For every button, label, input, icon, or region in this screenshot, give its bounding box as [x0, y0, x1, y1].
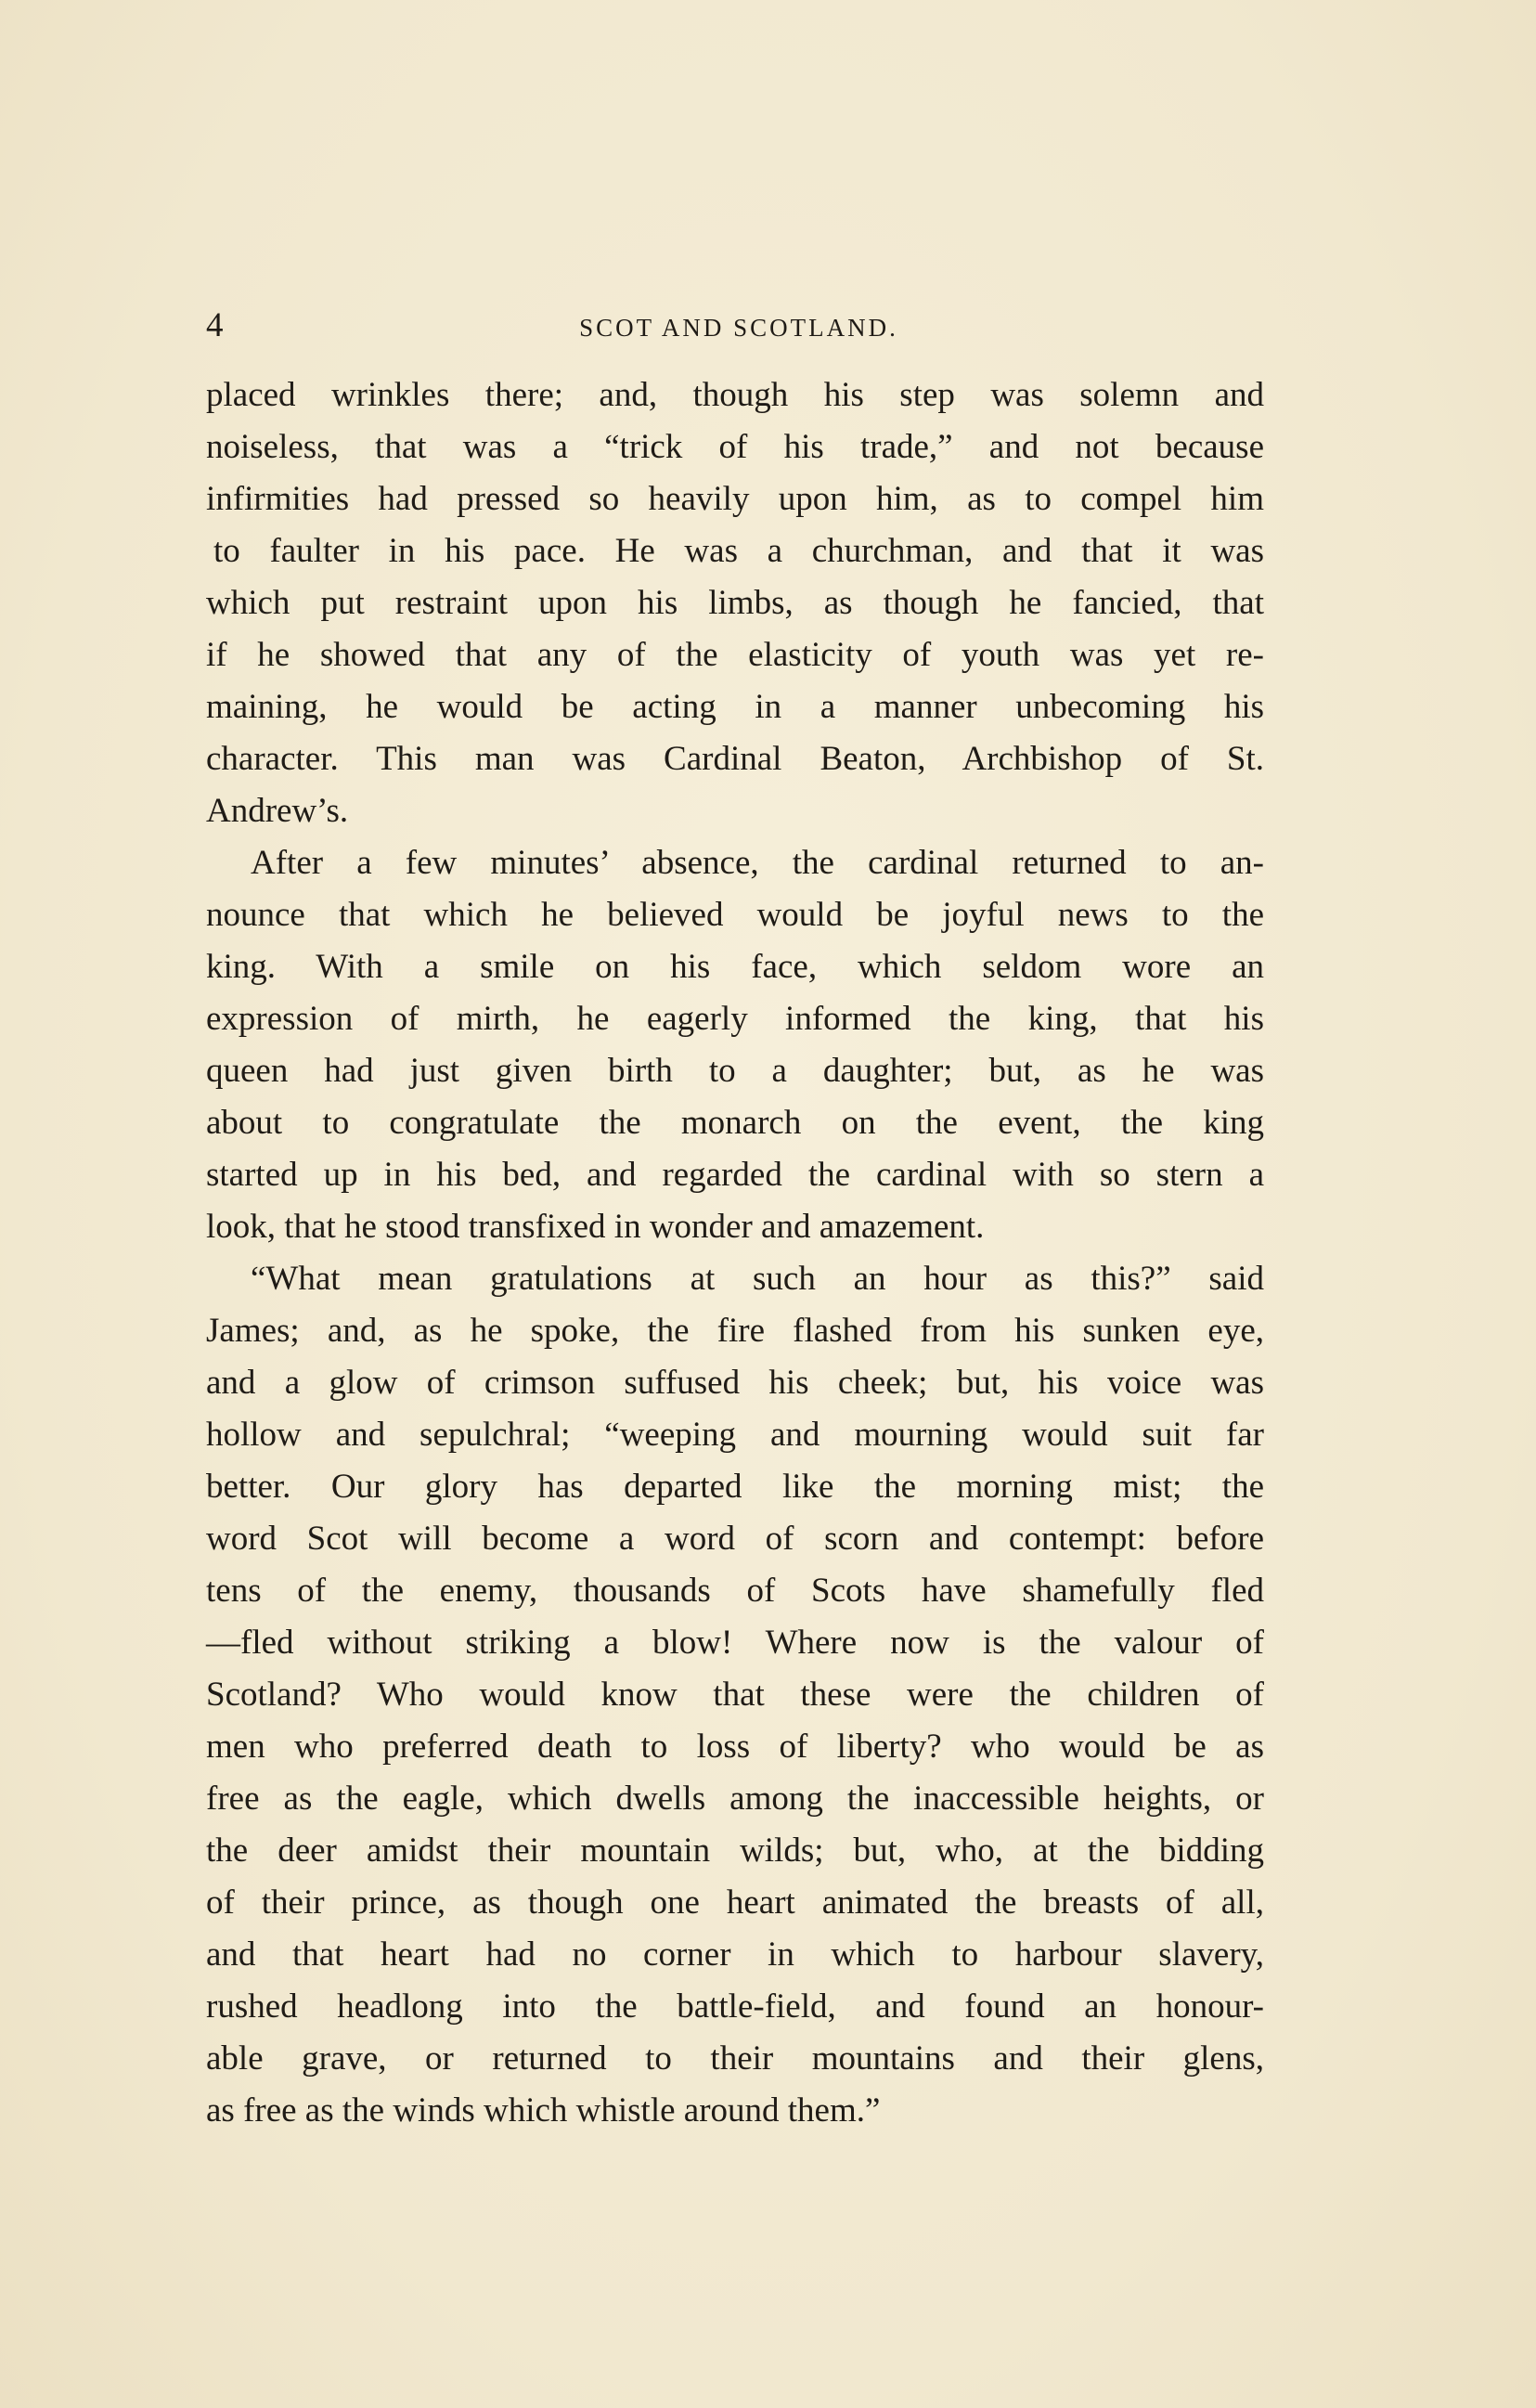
- page-number: 4: [206, 306, 224, 344]
- text-line: —fled without striking a blow! Where now is the valour of: [206, 1624, 1264, 1662]
- text-line: king. With a smile on his face, which seldom wore an: [206, 948, 1264, 986]
- text-line: of their prince, as though one heart animated the breasts of all,: [206, 1884, 1264, 1922]
- text-line: and a glow of crimson suffused his cheek; but, his voice was: [206, 1364, 1264, 1402]
- text-line: rushed headlong into the battle-field, and found an honour-: [206, 1987, 1264, 2026]
- text-line: queen had just given birth to a daughter; but, as he was: [206, 1052, 1264, 1090]
- text-line: After a few minutes’ absence, the cardinal returned to an-: [251, 844, 1264, 882]
- text-line: character. This man was Cardinal Beaton, Archbishop of St.: [206, 740, 1264, 778]
- text-line: noiseless, that was a “trick of his trade,” and not because: [206, 428, 1264, 466]
- text-line: Andrew’s.: [206, 792, 349, 830]
- text-line: about to congratulate the monarch on the event, the king: [206, 1104, 1264, 1142]
- text-line: the deer amidst their mountain wilds; but, who, at the bidding: [206, 1832, 1264, 1870]
- text-line: nounce that which he believed would be joyful news to the: [206, 896, 1264, 934]
- text-line: infirmities had pressed so heavily upon him, as to compel him: [206, 480, 1264, 518]
- text-line: hollow and sepulchral; “weeping and mourning would suit far: [206, 1416, 1264, 1454]
- text-line: as free as the winds which whistle around them.”: [206, 2091, 881, 2130]
- text-line: which put restraint upon his limbs, as though he fancied, that: [206, 584, 1264, 622]
- text-line: started up in his bed, and regarded the cardinal with so stern a: [206, 1156, 1264, 1194]
- text-line: placed wrinkles there; and, though his step was solemn and: [206, 376, 1264, 414]
- running-head: [206, 303, 1271, 349]
- text-line: Scotland? Who would know that these were the children of: [206, 1676, 1264, 1714]
- body-text: [206, 369, 1264, 2137]
- text-line: better. Our glory has departed like the morning mist; the: [206, 1468, 1264, 1506]
- text-line: look, that he stood transfixed in wonder and amazement.: [206, 1208, 985, 1246]
- text-line: expression of mirth, he eagerly informed the king, that his: [206, 1000, 1264, 1038]
- text-line: able grave, or returned to their mountains and their glens,: [206, 2039, 1264, 2078]
- text-line: to faulter in his pace. He was a churchman, and that it was: [213, 532, 1264, 570]
- text-line: tens of the enemy, thousands of Scots have shamefully fled: [206, 1572, 1264, 1610]
- text-line: free as the eagle, which dwells among the inaccessible heights, or: [206, 1780, 1264, 1818]
- text-line: and that heart had no corner in which to harbour slavery,: [206, 1935, 1264, 1974]
- text-line: word Scot will become a word of scorn and contempt: before: [206, 1520, 1264, 1558]
- text-line: maining, he would be acting in a manner unbecoming his: [206, 688, 1264, 726]
- text-line: “What mean gratulations at such an hour as this?” said: [251, 1260, 1264, 1298]
- running-title: SCOT AND SCOTLAND.: [579, 314, 898, 342]
- text-line: men who preferred death to loss of liberty? who would be as: [206, 1728, 1264, 1766]
- text-line: if he showed that any of the elasticity of youth was yet re-: [206, 636, 1264, 674]
- text-line: James; and, as he spoke, the fire flashed from his sunken eye,: [206, 1312, 1264, 1350]
